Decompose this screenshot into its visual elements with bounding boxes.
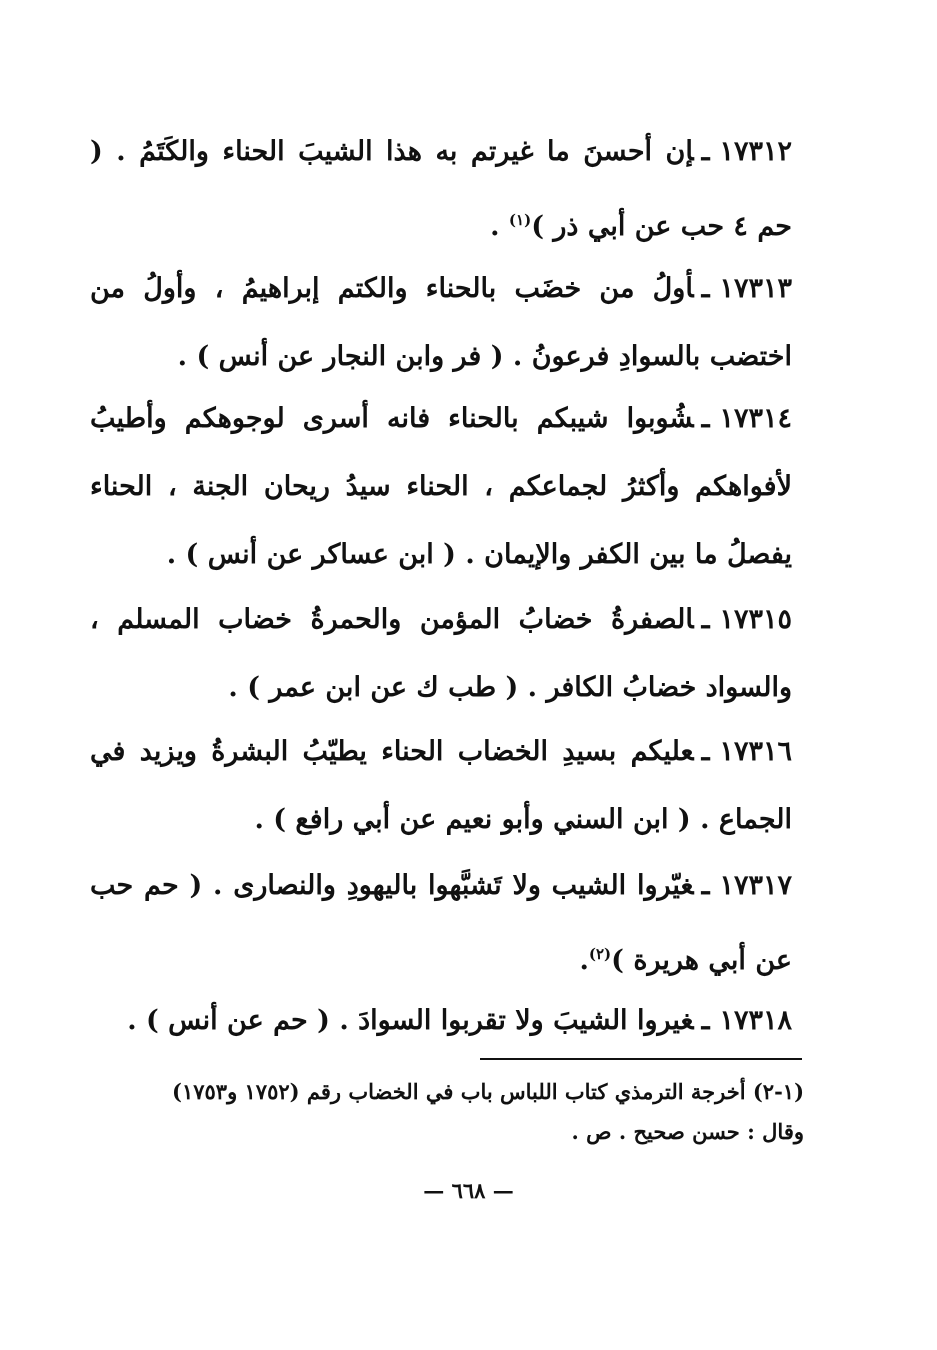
hadith-number: ١٧٣١٢ xyxy=(719,136,792,167)
hadith-number: ١٧٣١٣ xyxy=(719,273,792,304)
hadith-entry xyxy=(90,385,792,589)
footnote-line: (١-٢) أخرجة الترمذي كتاب اللباس باب في الخضاب رقم (١٧٥٢ و١٧٥٣) xyxy=(172,1079,804,1104)
hadith-entry xyxy=(90,255,792,391)
hadith-text: غيّروا الشيب ولا تَشبَّهوا باليهودِ والنصارى . ( حم حب عن أبي هريرة ) xyxy=(90,870,792,976)
footnote-separator xyxy=(480,1058,802,1060)
hadith-text: إن أحسنَ ما غيرتم به هذا الشيبَ الحناء والكَتَمُ . ( حم ٤ حب عن أبي ذر ) xyxy=(90,136,792,242)
page-number: — ٦٦٨ — xyxy=(423,1178,514,1203)
hadith-number: ١٧٣١٧ xyxy=(719,870,792,901)
footnote-marker: (١) xyxy=(508,211,532,229)
hadith-entry xyxy=(90,718,792,854)
hadith-number: ١٧٣١٦ xyxy=(719,736,792,767)
hadith-number: ١٧٣١٤ xyxy=(719,403,792,434)
dash: ـ xyxy=(701,604,710,635)
hadith-text: أولُ من خضَب بالحناء والكتم إبراهيمُ ، وأولُ من اختضب بالسوادِ فرعونُ . ( فر وابن النجار عن أنس ) . xyxy=(90,273,792,372)
dash: ـ xyxy=(701,273,710,304)
dash: ـ xyxy=(701,403,710,434)
hadith-number: ١٧٣١٨ xyxy=(719,1005,792,1036)
footnote-marker: (٢) xyxy=(588,945,612,963)
footnote-line: وقال : حسن صحيح . ص . xyxy=(571,1119,804,1144)
hadith-text: غيروا الشيبَ ولا تقربوا السوادَ . ( حم عن أنس ) . xyxy=(127,1005,694,1036)
hadith-text: شُوبوا شيبكم بالحناء فانه أسرى لوجوهكم وأطيبُ لأفواهكم وأكثرُ لجماعكم ، الحناء سيدُ ريحان الجنة ، الحناء يفصلُ ما بين الكفر والإيمان . ( ابن عساكر عن أنس ) . xyxy=(90,403,792,570)
hadith-entry xyxy=(90,852,792,995)
hadith-text: عليكم بسيدِ الخضاب الحناء يطيّبُ البشرةُ ويزيد في الجماع . ( ابن السني وأبو نعيم عن أبي رافع ) . xyxy=(90,736,792,835)
hadith-end: . xyxy=(490,211,509,242)
hadith-entry xyxy=(90,118,792,261)
hadith-end: . xyxy=(579,945,589,976)
hadith-text: الصفرةُ خضابُ المؤمن والحمرةُ خضاب المسلم ، والسواد خضابُ الكافر . ( طب ك عن ابن عمر ) . xyxy=(90,604,792,703)
hadith-entry xyxy=(90,987,792,1055)
dash: ـ xyxy=(701,736,710,767)
dash: ـ xyxy=(701,136,710,167)
hadith-entry xyxy=(90,586,792,722)
dash: ـ xyxy=(701,870,710,901)
hadith-number: ١٧٣١٥ xyxy=(719,604,792,635)
dash: ـ xyxy=(701,1005,710,1036)
